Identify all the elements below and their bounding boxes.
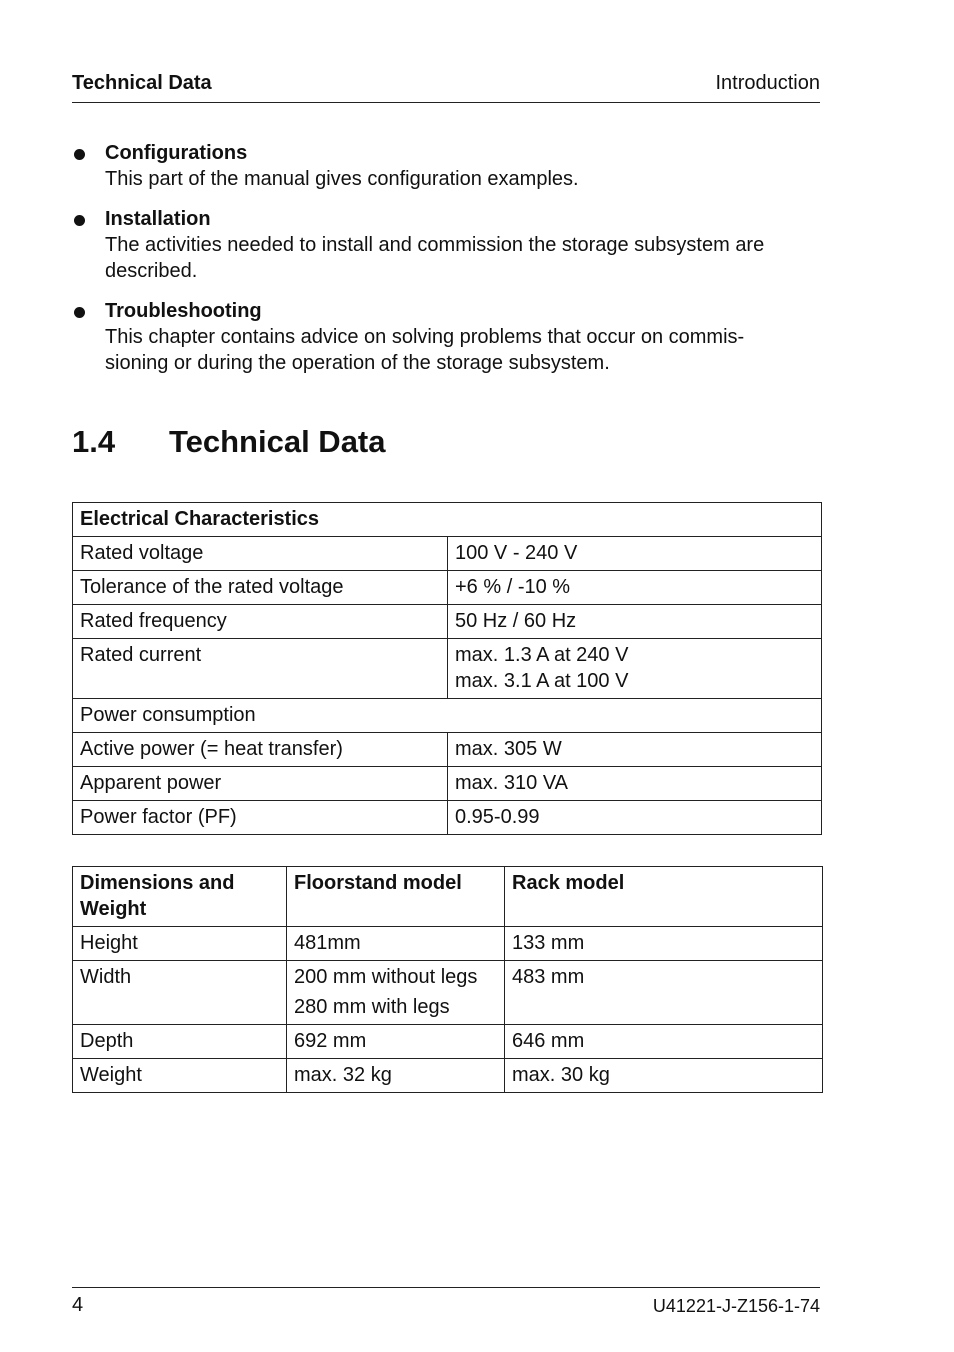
table-cell-label: Width — [73, 961, 287, 1025]
table-row — [73, 503, 822, 537]
table-cell-floorstand: 692 mm — [287, 1025, 505, 1059]
dimensions-weight-table — [72, 866, 823, 1093]
table-row — [73, 605, 822, 639]
bullet-text: This chapter contains advice on solving problems that occur on commis- — [105, 326, 745, 348]
value-line: max. 3.1 A at 100 V — [455, 670, 629, 692]
bullet-text: described. — [105, 260, 198, 282]
table-cell-label: Weight — [73, 1059, 287, 1093]
column-header-floorstand: Floorstand model — [287, 867, 505, 927]
bullet-item-installation — [72, 206, 820, 284]
table-cell-rack: 483 mm — [505, 961, 823, 1025]
table-cell-label: Rated current — [73, 639, 448, 699]
table-row — [73, 961, 823, 1025]
bullet-list — [72, 140, 820, 390]
bullet-item-configurations — [72, 140, 820, 192]
table-cell-label: Tolerance of the rated voltage — [73, 571, 448, 605]
table-row — [73, 801, 822, 835]
table-heading: Electrical Characteristics — [73, 503, 822, 537]
table-row — [73, 699, 822, 733]
table-cell-value: max. 310 VA — [448, 767, 822, 801]
header-line: Weight — [80, 898, 147, 920]
bullet-icon — [74, 307, 85, 318]
table-row — [73, 733, 822, 767]
table-cell-value: max. 305 W — [448, 733, 822, 767]
table-row — [73, 927, 823, 961]
table-cell-label: Active power (= heat transfer) — [73, 733, 448, 767]
table-cell-rack: max. 30 kg — [505, 1059, 823, 1093]
page-header — [72, 72, 820, 103]
bullet-text: This part of the manual gives configuration examples. — [105, 168, 579, 190]
section-heading — [72, 424, 386, 460]
header-chapter-title: Technical Data — [72, 72, 212, 94]
table-header-row — [73, 867, 823, 927]
value-line: 280 mm with legs — [294, 996, 450, 1018]
section-title: Technical Data — [169, 424, 386, 459]
bullet-icon — [74, 149, 85, 160]
table-cell-value: +6 % / -10 % — [448, 571, 822, 605]
table-cell-label: Depth — [73, 1025, 287, 1059]
bullet-text: The activities needed to install and commission the storage subsystem are — [105, 234, 765, 256]
table-cell-value: 100 V - 240 V — [448, 537, 822, 571]
column-header-dimensions — [73, 867, 287, 927]
bullet-text: sioning or during the operation of the storage subsystem. — [105, 352, 610, 374]
bullet-title: Installation — [105, 208, 211, 230]
table-cell-value — [448, 639, 822, 699]
table-row — [73, 1025, 823, 1059]
table-row — [73, 571, 822, 605]
table-cell-label: Power factor (PF) — [73, 801, 448, 835]
value-line: max. 1.3 A at 240 V — [455, 644, 629, 666]
table-row — [73, 537, 822, 571]
table-row — [73, 1059, 823, 1093]
page-number: 4 — [72, 1294, 84, 1316]
table-row — [73, 767, 822, 801]
header-line: Dimensions and — [80, 872, 235, 894]
table-cell-label: Height — [73, 927, 287, 961]
table-cell-floorstand — [287, 961, 505, 1025]
electrical-characteristics-table — [72, 502, 822, 835]
value-line: 200 mm without legs — [294, 966, 478, 988]
table-cell-value: 50 Hz / 60 Hz — [448, 605, 822, 639]
bullet-title: Troubleshooting — [105, 300, 262, 322]
table-cell-label: Rated voltage — [73, 537, 448, 571]
bullet-icon — [74, 215, 85, 226]
section-number: 1.4 — [72, 424, 116, 459]
table-cell-label: Apparent power — [73, 767, 448, 801]
document-id: U41221-J-Z156-1-74 — [652, 1296, 820, 1316]
header-section-title: Introduction — [715, 72, 820, 94]
bullet-title: Configurations — [105, 142, 248, 164]
table-cell-rack: 133 mm — [505, 927, 823, 961]
table-cell-floorstand: max. 32 kg — [287, 1059, 505, 1093]
table-subheading: Power consumption — [73, 699, 822, 733]
table-cell-label: Rated frequency — [73, 605, 448, 639]
table-cell-rack: 646 mm — [505, 1025, 823, 1059]
bullet-item-troubleshooting — [72, 298, 820, 376]
column-header-rack: Rack model — [505, 867, 823, 927]
table-cell-value: 0.95-0.99 — [448, 801, 822, 835]
page-footer — [72, 1287, 820, 1322]
table-cell-floorstand: 481mm — [287, 927, 505, 961]
table-row — [73, 639, 822, 699]
